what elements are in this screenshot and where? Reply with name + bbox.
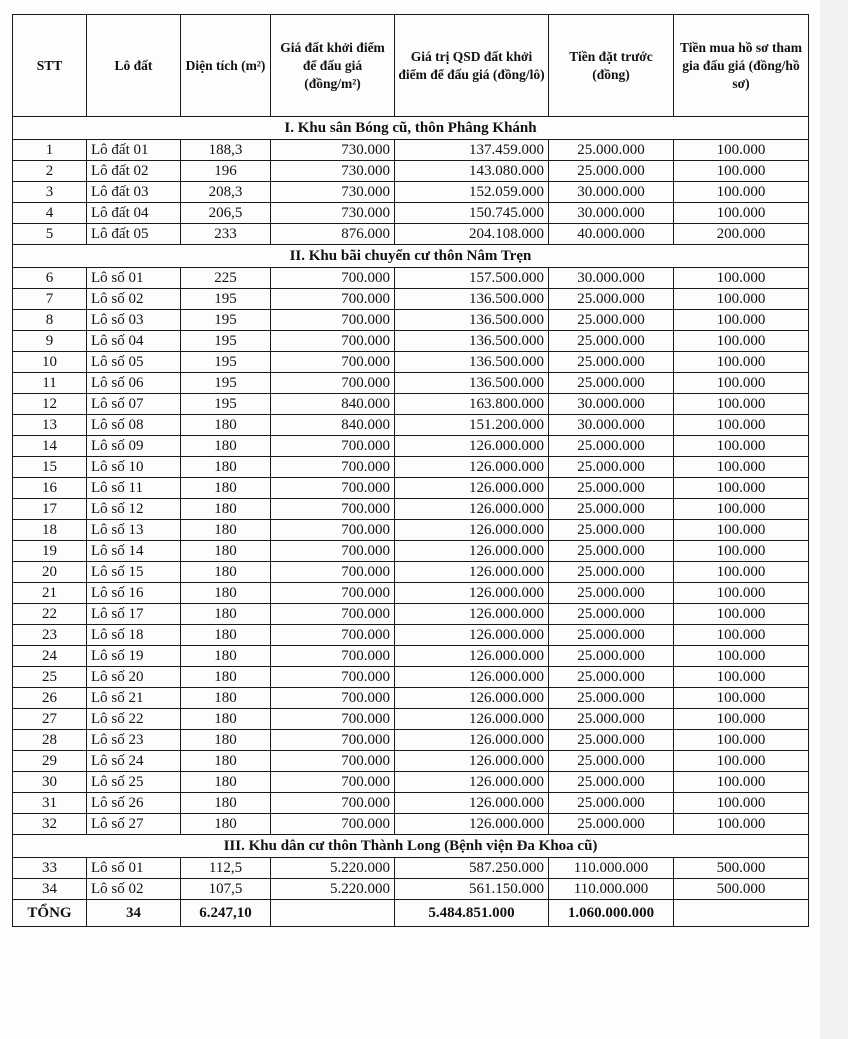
header-deposit: Tiền đặt trước (đồng) bbox=[549, 15, 674, 117]
table-row bbox=[13, 858, 809, 879]
row-deposit: 25.000.000 bbox=[549, 140, 674, 161]
row-stt: 28 bbox=[13, 730, 87, 751]
row-area: 225 bbox=[181, 268, 271, 289]
row-price: 700.000 bbox=[271, 289, 395, 310]
row-lot: Lô số 04 bbox=[87, 331, 181, 352]
row-value: 137.459.000 bbox=[395, 140, 549, 161]
row-lot: Lô đất 03 bbox=[87, 182, 181, 203]
row-area: 196 bbox=[181, 161, 271, 182]
row-lot: Lô số 25 bbox=[87, 772, 181, 793]
row-lot: Lô số 01 bbox=[87, 858, 181, 879]
row-stt: 27 bbox=[13, 709, 87, 730]
row-value: 126.000.000 bbox=[395, 457, 549, 478]
row-value: 136.500.000 bbox=[395, 352, 549, 373]
row-fee: 100.000 bbox=[674, 268, 809, 289]
row-stt: 21 bbox=[13, 583, 87, 604]
row-deposit: 30.000.000 bbox=[549, 182, 674, 203]
row-stt: 10 bbox=[13, 352, 87, 373]
row-area: 195 bbox=[181, 373, 271, 394]
header-area: Diện tích (m²) bbox=[181, 15, 271, 117]
row-lot: Lô số 20 bbox=[87, 667, 181, 688]
total-count: 34 bbox=[87, 900, 181, 927]
row-lot: Lô số 26 bbox=[87, 793, 181, 814]
table-row bbox=[13, 646, 809, 667]
row-lot: Lô số 23 bbox=[87, 730, 181, 751]
row-price: 876.000 bbox=[271, 224, 395, 245]
row-price: 700.000 bbox=[271, 625, 395, 646]
row-price: 700.000 bbox=[271, 772, 395, 793]
row-lot: Lô số 22 bbox=[87, 709, 181, 730]
row-fee: 100.000 bbox=[674, 667, 809, 688]
row-fee: 100.000 bbox=[674, 814, 809, 835]
row-value: 151.200.000 bbox=[395, 415, 549, 436]
table-row bbox=[13, 268, 809, 289]
row-price: 700.000 bbox=[271, 793, 395, 814]
row-lot: Lô số 08 bbox=[87, 415, 181, 436]
row-area: 195 bbox=[181, 310, 271, 331]
table-header bbox=[13, 15, 809, 117]
row-fee: 100.000 bbox=[674, 520, 809, 541]
row-value: 561.150.000 bbox=[395, 879, 549, 900]
table-body bbox=[13, 117, 809, 900]
row-fee: 100.000 bbox=[674, 457, 809, 478]
row-deposit: 30.000.000 bbox=[549, 268, 674, 289]
header-stt: STT bbox=[13, 15, 87, 117]
row-value: 126.000.000 bbox=[395, 583, 549, 604]
table-row bbox=[13, 709, 809, 730]
row-deposit: 25.000.000 bbox=[549, 583, 674, 604]
row-stt: 2 bbox=[13, 161, 87, 182]
row-fee: 100.000 bbox=[674, 161, 809, 182]
table-row bbox=[13, 814, 809, 835]
row-lot: Lô số 02 bbox=[87, 289, 181, 310]
table-row bbox=[13, 730, 809, 751]
row-value: 126.000.000 bbox=[395, 709, 549, 730]
total-price bbox=[271, 900, 395, 927]
row-stt: 12 bbox=[13, 394, 87, 415]
row-price: 700.000 bbox=[271, 646, 395, 667]
table-row bbox=[13, 879, 809, 900]
row-deposit: 25.000.000 bbox=[549, 688, 674, 709]
row-fee: 100.000 bbox=[674, 203, 809, 224]
section-row bbox=[13, 835, 809, 858]
row-deposit: 25.000.000 bbox=[549, 436, 674, 457]
row-value: 136.500.000 bbox=[395, 289, 549, 310]
row-stt: 3 bbox=[13, 182, 87, 203]
table-row bbox=[13, 520, 809, 541]
row-price: 700.000 bbox=[271, 436, 395, 457]
row-lot: Lô số 03 bbox=[87, 310, 181, 331]
table-row bbox=[13, 688, 809, 709]
row-area: 208,3 bbox=[181, 182, 271, 203]
row-stt: 34 bbox=[13, 879, 87, 900]
table-row bbox=[13, 331, 809, 352]
row-area: 180 bbox=[181, 415, 271, 436]
row-lot: Lô số 06 bbox=[87, 373, 181, 394]
table-row bbox=[13, 541, 809, 562]
row-value: 126.000.000 bbox=[395, 688, 549, 709]
total-fee bbox=[674, 900, 809, 927]
row-fee: 100.000 bbox=[674, 331, 809, 352]
row-fee: 100.000 bbox=[674, 730, 809, 751]
row-price: 700.000 bbox=[271, 478, 395, 499]
row-area: 188,3 bbox=[181, 140, 271, 161]
row-lot: Lô số 27 bbox=[87, 814, 181, 835]
section-title: I. Khu sân Bóng cũ, thôn Phâng Khánh bbox=[13, 117, 809, 140]
row-stt: 20 bbox=[13, 562, 87, 583]
row-lot: Lô số 01 bbox=[87, 268, 181, 289]
row-price: 700.000 bbox=[271, 310, 395, 331]
row-fee: 100.000 bbox=[674, 140, 809, 161]
table-row bbox=[13, 161, 809, 182]
row-deposit: 25.000.000 bbox=[549, 373, 674, 394]
row-deposit: 30.000.000 bbox=[549, 203, 674, 224]
row-price: 730.000 bbox=[271, 182, 395, 203]
row-area: 180 bbox=[181, 646, 271, 667]
row-lot: Lô số 11 bbox=[87, 478, 181, 499]
row-stt: 31 bbox=[13, 793, 87, 814]
row-price: 700.000 bbox=[271, 331, 395, 352]
row-value: 126.000.000 bbox=[395, 520, 549, 541]
row-area: 180 bbox=[181, 688, 271, 709]
row-area: 180 bbox=[181, 709, 271, 730]
row-deposit: 25.000.000 bbox=[549, 161, 674, 182]
table-row bbox=[13, 352, 809, 373]
row-price: 700.000 bbox=[271, 268, 395, 289]
row-lot: Lô số 14 bbox=[87, 541, 181, 562]
row-fee: 100.000 bbox=[674, 604, 809, 625]
row-stt: 11 bbox=[13, 373, 87, 394]
row-deposit: 25.000.000 bbox=[549, 751, 674, 772]
row-deposit: 25.000.000 bbox=[549, 793, 674, 814]
row-lot: Lô số 17 bbox=[87, 604, 181, 625]
table-row bbox=[13, 583, 809, 604]
table-row bbox=[13, 415, 809, 436]
row-area: 180 bbox=[181, 751, 271, 772]
row-area: 180 bbox=[181, 499, 271, 520]
row-fee: 500.000 bbox=[674, 858, 809, 879]
total-label: TỔNG bbox=[13, 900, 87, 927]
row-deposit: 25.000.000 bbox=[549, 541, 674, 562]
row-fee: 100.000 bbox=[674, 541, 809, 562]
row-price: 840.000 bbox=[271, 415, 395, 436]
row-stt: 8 bbox=[13, 310, 87, 331]
row-area: 180 bbox=[181, 583, 271, 604]
table-row bbox=[13, 310, 809, 331]
row-deposit: 25.000.000 bbox=[549, 772, 674, 793]
row-deposit: 30.000.000 bbox=[549, 415, 674, 436]
row-area: 180 bbox=[181, 436, 271, 457]
table-row bbox=[13, 203, 809, 224]
table-row bbox=[13, 625, 809, 646]
row-stt: 26 bbox=[13, 688, 87, 709]
row-lot: Lô số 02 bbox=[87, 879, 181, 900]
row-deposit: 25.000.000 bbox=[549, 520, 674, 541]
header-fee: Tiền mua hồ sơ tham gia đấu giá (đồng/hồ sơ) bbox=[674, 15, 809, 117]
row-deposit: 25.000.000 bbox=[549, 625, 674, 646]
row-value: 126.000.000 bbox=[395, 646, 549, 667]
row-stt: 16 bbox=[13, 478, 87, 499]
row-fee: 100.000 bbox=[674, 310, 809, 331]
row-deposit: 25.000.000 bbox=[549, 499, 674, 520]
total-area: 6.247,10 bbox=[181, 900, 271, 927]
table-row bbox=[13, 478, 809, 499]
row-lot: Lô số 21 bbox=[87, 688, 181, 709]
row-area: 180 bbox=[181, 541, 271, 562]
row-fee: 100.000 bbox=[674, 793, 809, 814]
row-fee: 100.000 bbox=[674, 394, 809, 415]
row-price: 700.000 bbox=[271, 751, 395, 772]
header-price: Giá đất khởi điểm để đấu giá (đồng/m²) bbox=[271, 15, 395, 117]
table-row bbox=[13, 772, 809, 793]
row-value: 126.000.000 bbox=[395, 625, 549, 646]
row-price: 730.000 bbox=[271, 140, 395, 161]
section-row bbox=[13, 117, 809, 140]
row-value: 143.080.000 bbox=[395, 161, 549, 182]
row-area: 180 bbox=[181, 793, 271, 814]
row-deposit: 25.000.000 bbox=[549, 709, 674, 730]
row-stt: 29 bbox=[13, 751, 87, 772]
row-price: 700.000 bbox=[271, 730, 395, 751]
row-value: 136.500.000 bbox=[395, 310, 549, 331]
row-value: 136.500.000 bbox=[395, 373, 549, 394]
row-stt: 6 bbox=[13, 268, 87, 289]
row-price: 730.000 bbox=[271, 203, 395, 224]
row-area: 180 bbox=[181, 814, 271, 835]
row-price: 700.000 bbox=[271, 604, 395, 625]
row-area: 180 bbox=[181, 772, 271, 793]
page-margin bbox=[820, 0, 848, 1039]
row-area: 195 bbox=[181, 394, 271, 415]
row-price: 700.000 bbox=[271, 541, 395, 562]
row-stt: 22 bbox=[13, 604, 87, 625]
row-value: 152.059.000 bbox=[395, 182, 549, 203]
row-price: 700.000 bbox=[271, 520, 395, 541]
row-fee: 100.000 bbox=[674, 478, 809, 499]
row-fee: 100.000 bbox=[674, 436, 809, 457]
section-row bbox=[13, 245, 809, 268]
row-price: 700.000 bbox=[271, 352, 395, 373]
row-area: 180 bbox=[181, 520, 271, 541]
row-lot: Lô đất 05 bbox=[87, 224, 181, 245]
row-value: 126.000.000 bbox=[395, 751, 549, 772]
row-stt: 5 bbox=[13, 224, 87, 245]
row-deposit: 25.000.000 bbox=[549, 478, 674, 499]
row-price: 730.000 bbox=[271, 161, 395, 182]
row-deposit: 25.000.000 bbox=[549, 289, 674, 310]
row-stt: 30 bbox=[13, 772, 87, 793]
row-stt: 19 bbox=[13, 541, 87, 562]
table-row bbox=[13, 562, 809, 583]
row-stt: 15 bbox=[13, 457, 87, 478]
row-area: 107,5 bbox=[181, 879, 271, 900]
row-deposit: 25.000.000 bbox=[549, 352, 674, 373]
row-lot: Lô đất 02 bbox=[87, 161, 181, 182]
row-fee: 100.000 bbox=[674, 751, 809, 772]
table-row bbox=[13, 140, 809, 161]
row-price: 700.000 bbox=[271, 562, 395, 583]
auction-lots-table bbox=[12, 14, 809, 927]
row-value: 126.000.000 bbox=[395, 730, 549, 751]
row-fee: 100.000 bbox=[674, 583, 809, 604]
row-price: 700.000 bbox=[271, 709, 395, 730]
row-area: 180 bbox=[181, 667, 271, 688]
row-value: 126.000.000 bbox=[395, 814, 549, 835]
row-value: 126.000.000 bbox=[395, 436, 549, 457]
row-stt: 4 bbox=[13, 203, 87, 224]
row-price: 700.000 bbox=[271, 667, 395, 688]
row-price: 700.000 bbox=[271, 814, 395, 835]
table-row bbox=[13, 289, 809, 310]
row-stt: 33 bbox=[13, 858, 87, 879]
row-deposit: 25.000.000 bbox=[549, 331, 674, 352]
section-title: III. Khu dân cư thôn Thành Long (Bệnh viện Đa Khoa cũ) bbox=[13, 835, 809, 858]
row-stt: 9 bbox=[13, 331, 87, 352]
row-deposit: 25.000.000 bbox=[549, 646, 674, 667]
row-deposit: 25.000.000 bbox=[549, 562, 674, 583]
total-row bbox=[13, 900, 809, 927]
row-fee: 100.000 bbox=[674, 688, 809, 709]
row-value: 587.250.000 bbox=[395, 858, 549, 879]
row-fee: 500.000 bbox=[674, 879, 809, 900]
row-stt: 18 bbox=[13, 520, 87, 541]
row-area: 180 bbox=[181, 562, 271, 583]
row-lot: Lô số 13 bbox=[87, 520, 181, 541]
row-deposit: 110.000.000 bbox=[549, 858, 674, 879]
row-value: 126.000.000 bbox=[395, 562, 549, 583]
row-area: 180 bbox=[181, 457, 271, 478]
table-row bbox=[13, 373, 809, 394]
row-deposit: 25.000.000 bbox=[549, 457, 674, 478]
row-stt: 1 bbox=[13, 140, 87, 161]
row-value: 136.500.000 bbox=[395, 331, 549, 352]
table-row bbox=[13, 436, 809, 457]
row-stt: 32 bbox=[13, 814, 87, 835]
row-fee: 100.000 bbox=[674, 415, 809, 436]
row-lot: Lô số 10 bbox=[87, 457, 181, 478]
row-area: 195 bbox=[181, 289, 271, 310]
row-lot: Lô số 09 bbox=[87, 436, 181, 457]
row-area: 180 bbox=[181, 478, 271, 499]
row-value: 126.000.000 bbox=[395, 541, 549, 562]
header-lot: Lô đất bbox=[87, 15, 181, 117]
row-deposit: 25.000.000 bbox=[549, 814, 674, 835]
row-value: 150.745.000 bbox=[395, 203, 549, 224]
row-area: 180 bbox=[181, 730, 271, 751]
row-lot: Lô số 07 bbox=[87, 394, 181, 415]
row-deposit: 25.000.000 bbox=[549, 667, 674, 688]
row-value: 157.500.000 bbox=[395, 268, 549, 289]
row-deposit: 25.000.000 bbox=[549, 730, 674, 751]
row-fee: 100.000 bbox=[674, 772, 809, 793]
row-lot: Lô số 15 bbox=[87, 562, 181, 583]
row-deposit: 30.000.000 bbox=[549, 394, 674, 415]
row-value: 126.000.000 bbox=[395, 499, 549, 520]
total-deposit: 1.060.000.000 bbox=[549, 900, 674, 927]
row-fee: 100.000 bbox=[674, 709, 809, 730]
row-lot: Lô số 19 bbox=[87, 646, 181, 667]
row-price: 700.000 bbox=[271, 457, 395, 478]
row-fee: 100.000 bbox=[674, 562, 809, 583]
row-value: 126.000.000 bbox=[395, 478, 549, 499]
row-fee: 100.000 bbox=[674, 625, 809, 646]
row-stt: 17 bbox=[13, 499, 87, 520]
row-price: 700.000 bbox=[271, 583, 395, 604]
row-stt: 7 bbox=[13, 289, 87, 310]
row-value: 204.108.000 bbox=[395, 224, 549, 245]
row-stt: 24 bbox=[13, 646, 87, 667]
row-lot: Lô số 24 bbox=[87, 751, 181, 772]
row-price: 700.000 bbox=[271, 499, 395, 520]
row-area: 233 bbox=[181, 224, 271, 245]
table-row bbox=[13, 793, 809, 814]
row-deposit: 25.000.000 bbox=[549, 604, 674, 625]
row-area: 180 bbox=[181, 604, 271, 625]
row-price: 700.000 bbox=[271, 688, 395, 709]
row-lot: Lô số 18 bbox=[87, 625, 181, 646]
table-row bbox=[13, 457, 809, 478]
table-row bbox=[13, 182, 809, 203]
total-value: 5.484.851.000 bbox=[395, 900, 549, 927]
row-area: 195 bbox=[181, 331, 271, 352]
row-stt: 13 bbox=[13, 415, 87, 436]
row-area: 112,5 bbox=[181, 858, 271, 879]
table-row bbox=[13, 224, 809, 245]
row-deposit: 110.000.000 bbox=[549, 879, 674, 900]
row-value: 126.000.000 bbox=[395, 604, 549, 625]
row-fee: 100.000 bbox=[674, 646, 809, 667]
row-value: 126.000.000 bbox=[395, 667, 549, 688]
row-fee: 100.000 bbox=[674, 499, 809, 520]
row-price: 5.220.000 bbox=[271, 879, 395, 900]
row-deposit: 40.000.000 bbox=[549, 224, 674, 245]
row-area: 180 bbox=[181, 625, 271, 646]
row-lot: Lô đất 01 bbox=[87, 140, 181, 161]
table-row bbox=[13, 604, 809, 625]
table-row bbox=[13, 499, 809, 520]
table-row bbox=[13, 751, 809, 772]
row-price: 700.000 bbox=[271, 373, 395, 394]
row-lot: Lô số 12 bbox=[87, 499, 181, 520]
row-price: 840.000 bbox=[271, 394, 395, 415]
row-lot: Lô đất 04 bbox=[87, 203, 181, 224]
row-stt: 25 bbox=[13, 667, 87, 688]
table-row bbox=[13, 394, 809, 415]
table-footer bbox=[13, 900, 809, 927]
table-row bbox=[13, 667, 809, 688]
header-value: Giá trị QSD đất khởi điểm để đấu giá (đồng/lô) bbox=[395, 15, 549, 117]
row-stt: 23 bbox=[13, 625, 87, 646]
row-fee: 200.000 bbox=[674, 224, 809, 245]
row-fee: 100.000 bbox=[674, 289, 809, 310]
row-deposit: 25.000.000 bbox=[549, 310, 674, 331]
row-stt: 14 bbox=[13, 436, 87, 457]
row-lot: Lô số 16 bbox=[87, 583, 181, 604]
row-lot: Lô số 05 bbox=[87, 352, 181, 373]
row-value: 163.800.000 bbox=[395, 394, 549, 415]
row-price: 5.220.000 bbox=[271, 858, 395, 879]
row-value: 126.000.000 bbox=[395, 793, 549, 814]
section-title: II. Khu bãi chuyển cư thôn Nâm Trẹn bbox=[13, 245, 809, 268]
row-fee: 100.000 bbox=[674, 182, 809, 203]
row-area: 195 bbox=[181, 352, 271, 373]
row-fee: 100.000 bbox=[674, 352, 809, 373]
row-fee: 100.000 bbox=[674, 373, 809, 394]
row-value: 126.000.000 bbox=[395, 772, 549, 793]
row-area: 206,5 bbox=[181, 203, 271, 224]
